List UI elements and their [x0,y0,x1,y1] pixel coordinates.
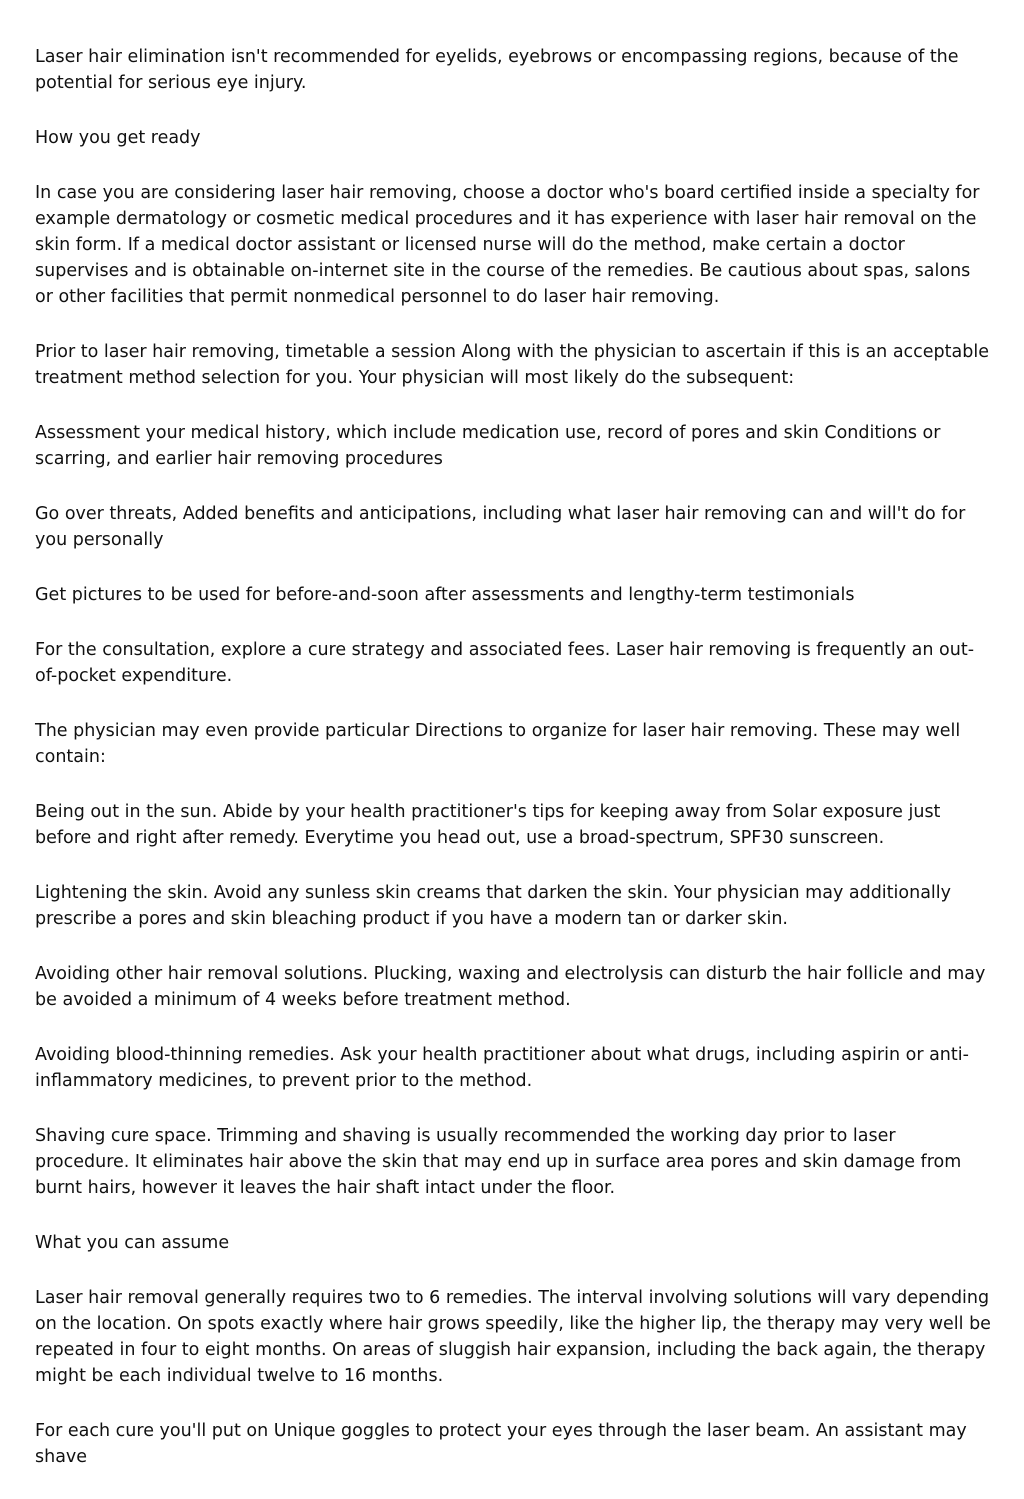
paragraph-blood-thinning: Avoiding blood-thinning remedies. Ask your health practitioner about what drugs, including aspirin or anti-inflammatory medicines, to prevent prior to the method. [35,1045,969,1091]
paragraph-schedule-session: Prior to laser hair removing, timetable a session Along with the physician to ascertain if this is an acceptable treatment method selection for you. Your physician will most likely do the subsequent: [35,342,989,388]
paragraph-consultation-costs: For the consultation, explore a cure strategy and associated fees. Laser hair removing is frequently an out-of-pocket expenditure. [35,640,975,686]
paragraph-eye-warning: Laser hair elimination isn't recommended for eyelids, eyebrows or encompassing regions, because of the potential for serious eye injury. [35,47,959,93]
heading-what-you-can-expect: What you can assume [35,1233,230,1253]
paragraph-treatment-count: Laser hair removal generally requires two to 6 remedies. The interval involving solutions will vary depending on the location. On spots exactly where hair grows speedily, like the higher lip, the therapy may very well be repeated in four to eight months. On areas of sluggish hair expansion, including the back again, the therapy might be each individual twelve to 16 months. [35,1288,991,1386]
paragraph-choose-doctor: In case you are considering laser hair removing, choose a doctor who's board certified inside a specialty for example dermatology or cosmetic medical procedures and it has experience with laser hair removal on the skin form. If a medical doctor assistant or licensed nurse will do the method, make certain a doctor supervises and is obtainable on-internet site in the course of the remedies. Be cautious about spas, salons or other facilities that permit nonmedical personnel to do laser hair removing. [35,183,980,307]
paragraph-review-history: Assessment your medical history, which include medication use, record of pores and skin Conditions or scarring, and earlier hair removing procedures [35,423,941,469]
paragraph-discuss-risks: Go over threats, Added benefits and anticipations, including what laser hair removing can and will't do for you personally [35,504,966,550]
paragraph-lightening-skin: Lightening the skin. Avoid any sunless skin creams that darken the skin. Your physician may additionally prescribe a pores and skin bleaching product if you have a modern tan or darker skin. [35,883,951,929]
paragraph-goggles: For each cure you'll put on Unique goggles to protect your eyes through the laser beam. An assistant may shave [35,1421,967,1467]
paragraph-avoid-other-removal: Avoiding other hair removal solutions. Plucking, waxing and electrolysis can disturb the hair follicle and may be avoided a minimum of 4 weeks before treatment method. [35,964,986,1010]
paragraph-specific-instructions: The physician may even provide particular Directions to organize for laser hair removing. These may well contain: [35,721,961,767]
paragraph-sun-exposure: Being out in the sun. Abide by your health practitioner's tips for keeping away from Solar exposure just before and right after remedy. Everytime you head out, use a broad-spectrum, SPF30 sunscreen. [35,802,941,848]
heading-how-you-get-ready: How you get ready [35,128,201,148]
document-body [35,44,993,1499]
paragraph-shaving-area: Shaving cure space. Trimming and shaving is usually recommended the working day prior to laser procedure. It eliminates hair above the skin that may end up in surface area pores and skin damage from burnt hairs, however it leaves the hair shaft intact under the floor. [35,1126,962,1198]
paragraph-take-photos: Get pictures to be used for before-and-soon after assessments and lengthy-term testimonials [35,585,855,605]
